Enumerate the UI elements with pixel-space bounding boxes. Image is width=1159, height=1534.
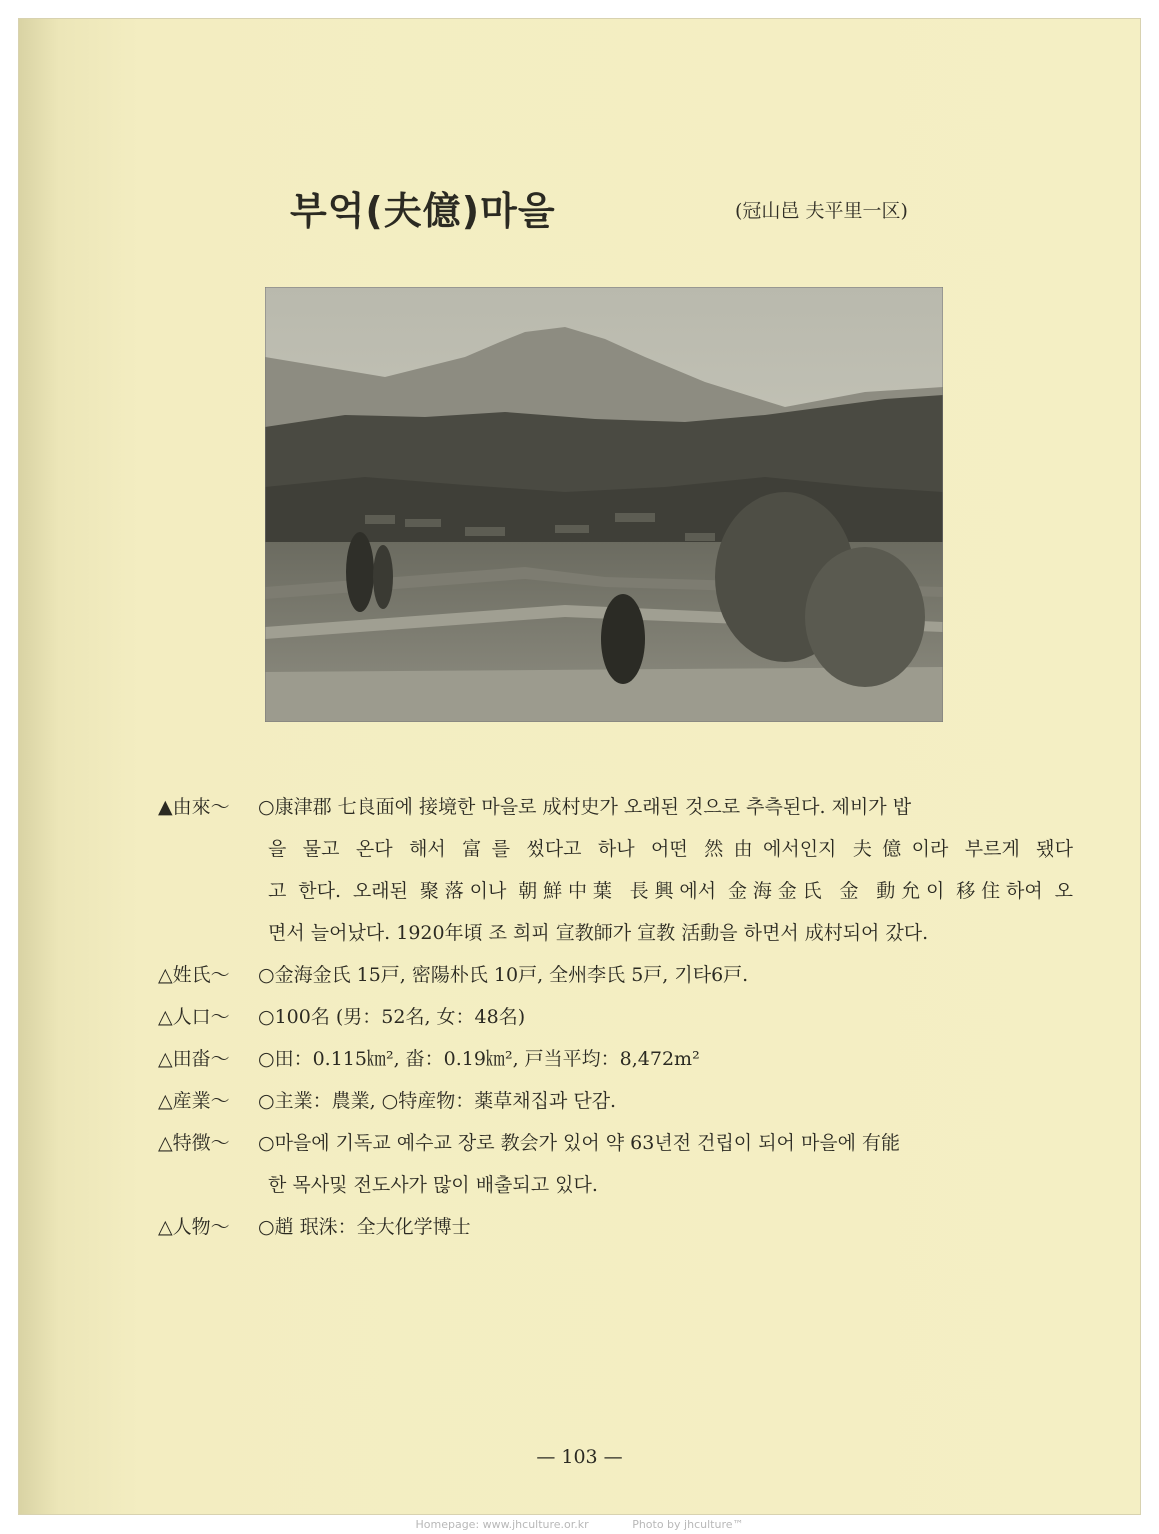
section-label-farmland: △田畓～ xyxy=(158,1048,230,1070)
section-origin xyxy=(158,786,1073,828)
people-line: ○趙 珉洙：全大化学博士 xyxy=(258,1216,471,1238)
origin-line-1: ○康津郡 七良面에 接境한 마을로 成村史가 오래된 것으로 추측된다. 제비가 밥 xyxy=(258,796,912,818)
features-line-2: 한 목사및 전도사가 많이 배출되고 있다. xyxy=(268,1174,598,1196)
section-people xyxy=(158,1206,1073,1248)
origin-line-3: 고 한다. 오래된 聚落이나 朝鮮中葉 長興에서 金海金氏 金 動允이 移住하여 오 xyxy=(268,880,1073,902)
section-label-surnames: △姓氏～ xyxy=(158,964,230,986)
features-line-1: ○마을에 기독교 예수교 장로 教会가 있어 약 63년전 건립이 되어 마을에 有能 xyxy=(258,1132,901,1154)
origin-line-2: 을 물고 온다 해서 富를 썼다고 하나 어떤 然由에서인지 夫億이라 부르게 됐다 xyxy=(268,838,1073,860)
footer-credits xyxy=(0,1516,1159,1534)
page-title: 부억(夫億)마을 xyxy=(290,189,556,233)
section-population xyxy=(158,996,1073,1038)
section-surnames xyxy=(158,954,1073,996)
section-label-population: △人口～ xyxy=(158,1006,230,1028)
section-label-people: △人物～ xyxy=(158,1216,230,1238)
section-features xyxy=(158,1122,1073,1164)
population-line: ○100名 (男：52名, 女：48名) xyxy=(258,1006,526,1028)
location-subtitle: (冠山邑 夫平里一区) xyxy=(735,200,908,222)
footer-photo-credit: Photo by jhculture™ xyxy=(632,1518,744,1531)
farmland-line: ○田：0.115㎞², 畓：0.19㎞², 戸当平均：8,472m² xyxy=(258,1048,700,1070)
surnames-line: ○金海金氏 15戸, 密陽朴氏 10戸, 全州李氏 5戸, 기타6戸. xyxy=(258,964,749,986)
book-page xyxy=(18,18,1141,1515)
section-farmland xyxy=(158,1038,1073,1080)
section-label-industry: △産業～ xyxy=(158,1090,230,1112)
section-industry xyxy=(158,1080,1073,1122)
village-landscape-photo xyxy=(265,287,943,722)
section-label-features: △特徴～ xyxy=(158,1132,230,1154)
section-label-origin: ▲由來～ xyxy=(158,796,230,818)
origin-line-4: 면서 늘어났다. 1920年頃 조 희피 宣教師가 宣教 活動을 하면서 成村되어 갔다. xyxy=(268,922,929,944)
footer-homepage: Homepage: www.jhculture.or.kr xyxy=(415,1518,589,1531)
page-number: — 103 — xyxy=(536,1446,623,1468)
industry-line: ○主業：農業, ○特産物：薬草채집과 단감. xyxy=(258,1090,617,1112)
village-description xyxy=(158,786,1073,1248)
